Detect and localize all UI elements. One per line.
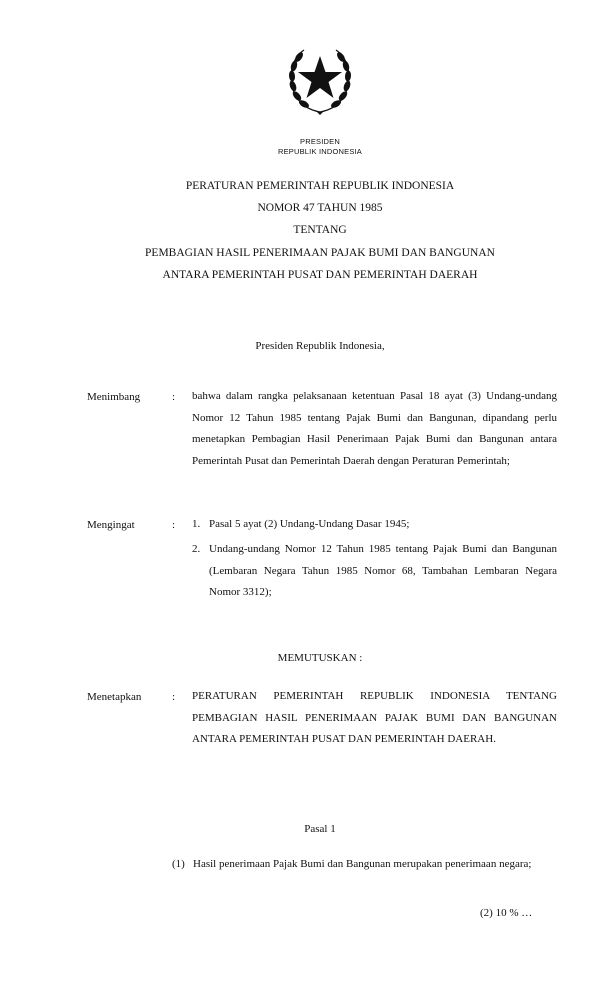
menimbang-colon: : — [172, 391, 176, 403]
item-number: (1) — [172, 858, 185, 870]
title-subject-line1: PEMBAGIAN HASIL PENERIMAAN PAJAK BUMI DAN BANGUNAN — [145, 247, 495, 259]
list-number: 2. — [192, 543, 201, 555]
garuda-star-emblem-icon — [282, 42, 358, 118]
president-heading: Presiden Republik Indonesia, — [255, 340, 385, 352]
header-republic: REPUBLIK INDONESIA — [277, 147, 363, 156]
page-continuation: (2) 10 % … — [480, 907, 533, 919]
title-about: TENTANG — [293, 224, 347, 236]
mengingat-colon: : — [172, 519, 176, 531]
item-text: Hasil penerimaan Pajak Bumi dan Bangunan merupakan penerimaan negara; — [193, 858, 532, 870]
menetapkan-text: PERATURAN PEMERINTAH REPUBLIK INDONESIA TENTANG PEMBAGIAN HASIL PENERIMAAN PAJAK BUMI DAN BANGUNAN ANTARA PEMERINTAH PUSAT DAN PEMERINTAH DAERAH. — [192, 690, 557, 745]
title-number: NOMOR 47 TAHUN 1985 — [257, 202, 383, 214]
list-text: Undang-undang Nomor 12 Tahun 1985 tentang Pajak Bumi dan Bangunan (Lembaran Negara Tahun 1985 Nomor 68, Tambahan Lembaran Negara Nomor 3312); — [209, 543, 557, 598]
list-number: 1. — [192, 518, 201, 530]
menetapkan-colon: : — [172, 691, 176, 703]
memutuskan-heading: MEMUTUSKAN : — [277, 652, 363, 664]
title-subject-line2: ANTARA PEMERINTAH PUSAT DAN PEMERINTAH DAERAH — [162, 269, 478, 281]
menimbang-text: bahwa dalam rangka pelaksanaan ketentuan Pasal 18 ayat (3) Undang-undang Nomor 12 Tahun 1985 tentang Pajak Bumi dan Bangunan, dipandang perlu menetapkan Pembagian Hasil Penerimaan Pajak Bumi dan Bangunan antara Pemerintah Pusat dan Pemerintah Daerah dengan Peraturan Pemerintah; — [192, 390, 557, 467]
pasal-1-title: Pasal 1 — [304, 823, 336, 835]
menimbang-label: Menimbang — [87, 391, 141, 403]
mengingat-label: Mengingat — [87, 519, 135, 531]
menetapkan-label: Menetapkan — [87, 691, 142, 703]
title-regulation: PERATURAN PEMERINTAH REPUBLIK INDONESIA — [185, 180, 455, 192]
list-text: Pasal 5 ayat (2) Undang-Undang Dasar 1945; — [209, 518, 410, 530]
header-president: PRESIDEN — [300, 137, 340, 146]
